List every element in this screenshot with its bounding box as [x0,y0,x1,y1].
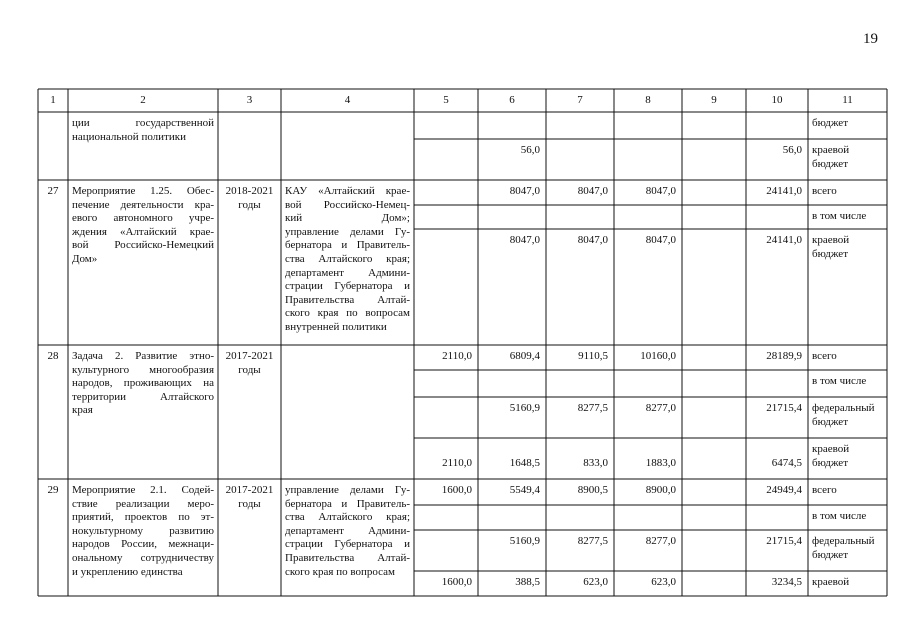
column-header-11: 11 [842,94,853,106]
executor-line: ства Алтайского края; [285,511,410,524]
measure-name-line: ждения «Алтайский крае- [72,225,214,238]
value-c6: 8047,0 [509,234,540,246]
measure-name-line: края [72,404,93,417]
value-c10: 24141,0 [766,234,802,246]
executor-line: управление делами Гу- [285,225,410,238]
budget-source: в том числе [812,510,867,522]
page-number: 19 [863,31,878,47]
column-header-8: 8 [645,94,651,106]
value-c10: 3234,5 [771,576,802,588]
measure-name-line: национальной политики [72,130,186,143]
executor-line: ского края по вопросам [285,307,410,320]
executor-line: КАУ «Алтайский крае- [285,185,410,197]
executor-line: ства Алтайского края; [285,253,410,265]
budget-source: краевой [812,443,850,455]
measure-name-line: Мероприятие 1.25. Обес- [72,185,214,197]
budget-source: бюджет [812,247,848,260]
executor-line: департамент Админи- [285,524,410,537]
executor-line: управление делами Гу- [285,484,410,496]
value-c8: 8047,0 [645,234,676,246]
measure-name-line: нокультурному развитию [72,524,214,537]
measure-name-line: культурного многообразия [72,363,214,376]
value-c10: 24949,4 [766,484,802,496]
value-c6: 5160,9 [509,535,540,547]
budget-source: всего [812,484,837,496]
value-c6: 1648,5 [509,457,540,469]
column-header-10: 10 [771,94,783,106]
budget-source: бюджет [812,548,848,561]
executor-line: страции Губернатора и [285,538,410,551]
executor-line: кий Дом»; [285,212,410,225]
budget-source: всего [812,185,837,197]
budget-source: в том числе [812,210,867,222]
measure-name-line: вой Российско-Немецкий [72,239,214,252]
value-c6: 5549,4 [509,484,540,496]
measure-name-line: евого автономного учре- [72,212,214,225]
measure-name-line: территории Алтайского [72,390,214,403]
executor-line: ского края по вопросам [285,565,395,578]
budget-source: федеральный [812,402,875,414]
executor-line: вой Российско-Немец- [285,198,410,211]
period-line: 2017-2021 [225,484,274,496]
period-line: годы [238,497,261,510]
period-line: 2017-2021 [225,350,274,362]
budget-source: в том числе [812,375,867,387]
measure-name-line: ствие реализации меро- [72,497,214,510]
row-number: 27 [47,185,59,197]
column-header-7: 7 [577,94,583,106]
column-header-2: 2 [140,94,146,106]
column-header-4: 4 [344,94,351,106]
measure-name-line: Задача 2. Развитие этно- [72,350,214,362]
value-c7: 8277,5 [577,535,608,547]
measure-name-line: печение деятельности кра- [72,198,214,211]
budget-source: федеральный [812,535,875,547]
measure-name-line: и укреплению единства [72,565,183,578]
period-line: 2018-2021 [225,185,274,197]
executor-line: бернатора и Правитель- [285,497,410,510]
value-c8: 8277,0 [645,402,676,414]
measure-name-line: приятий, проектов по эт- [72,511,214,524]
budget-source: бюджет [812,456,848,469]
value-c7: 8900,5 [577,484,608,496]
value-c7: 8277,5 [577,402,608,414]
budget-source: краевой [812,576,850,588]
budget-source: краевой [812,234,850,246]
value-c7: 9110,5 [578,350,608,362]
column-header-6: 6 [509,94,515,106]
period-line: годы [238,363,261,376]
budget-source: краевой [812,144,850,156]
value-c6: 56,0 [520,144,540,156]
measure-name-line: ональному сотрудничеству [72,552,214,564]
budget-source: всего [812,350,837,362]
value-c7: 8047,0 [577,185,608,197]
budget-source: бюджет [812,157,848,170]
column-header-3: 3 [246,94,253,106]
value-c5: 2110,0 [442,350,472,362]
period-line: годы [238,198,261,211]
measure-name-line: ции государственной [72,117,214,129]
column-header-9: 9 [711,94,717,106]
measure-name-line: народов России, межнаци- [72,538,214,551]
value-c7: 833,0 [583,457,608,469]
executor-line: внутренней политики [285,321,387,333]
column-header-5: 5 [443,94,449,106]
value-c6: 8047,0 [509,185,540,197]
row-number: 28 [47,350,59,362]
value-c5: 1600,0 [441,484,472,496]
value-c8: 8047,0 [645,185,676,197]
executor-line: страции Губернатора и [285,280,410,293]
value-c8: 10160,0 [640,350,676,362]
measure-name-line: Мероприятие 2.1. Содей- [72,484,214,496]
measure-name-line: народов, проживающих на [72,377,214,390]
value-c10: 24141,0 [766,185,802,197]
executor-line: Правительства Алтай- [285,293,410,306]
value-c8: 1883,0 [645,457,676,469]
value-c6: 6809,4 [509,350,540,362]
value-c10: 28189,9 [766,350,802,362]
value-c7: 623,0 [583,576,608,588]
value-c8: 623,0 [651,576,676,588]
budget-source: бюджет [812,415,848,428]
value-c8: 8277,0 [645,535,676,547]
value-c10: 6474,5 [771,457,802,469]
value-c5: 1600,0 [441,576,472,588]
value-c10: 56,0 [782,144,802,156]
row-number: 29 [47,484,59,496]
value-c7: 8047,0 [577,234,608,246]
value-c8: 8900,0 [645,484,676,496]
measure-name-line: Дом» [72,253,98,265]
executor-line: Правительства Алтай- [285,552,410,564]
executor-line: бернатора и Правитель- [285,239,410,252]
value-c6: 5160,9 [509,402,540,414]
budget-source: бюджет [812,117,848,129]
value-c5: 2110,0 [442,457,472,469]
executor-line: департамент Админи- [285,266,410,279]
value-c10: 21715,4 [766,402,802,414]
value-c10: 21715,4 [766,535,802,547]
value-c6: 388,5 [515,576,540,588]
column-header-1: 1 [50,94,56,106]
